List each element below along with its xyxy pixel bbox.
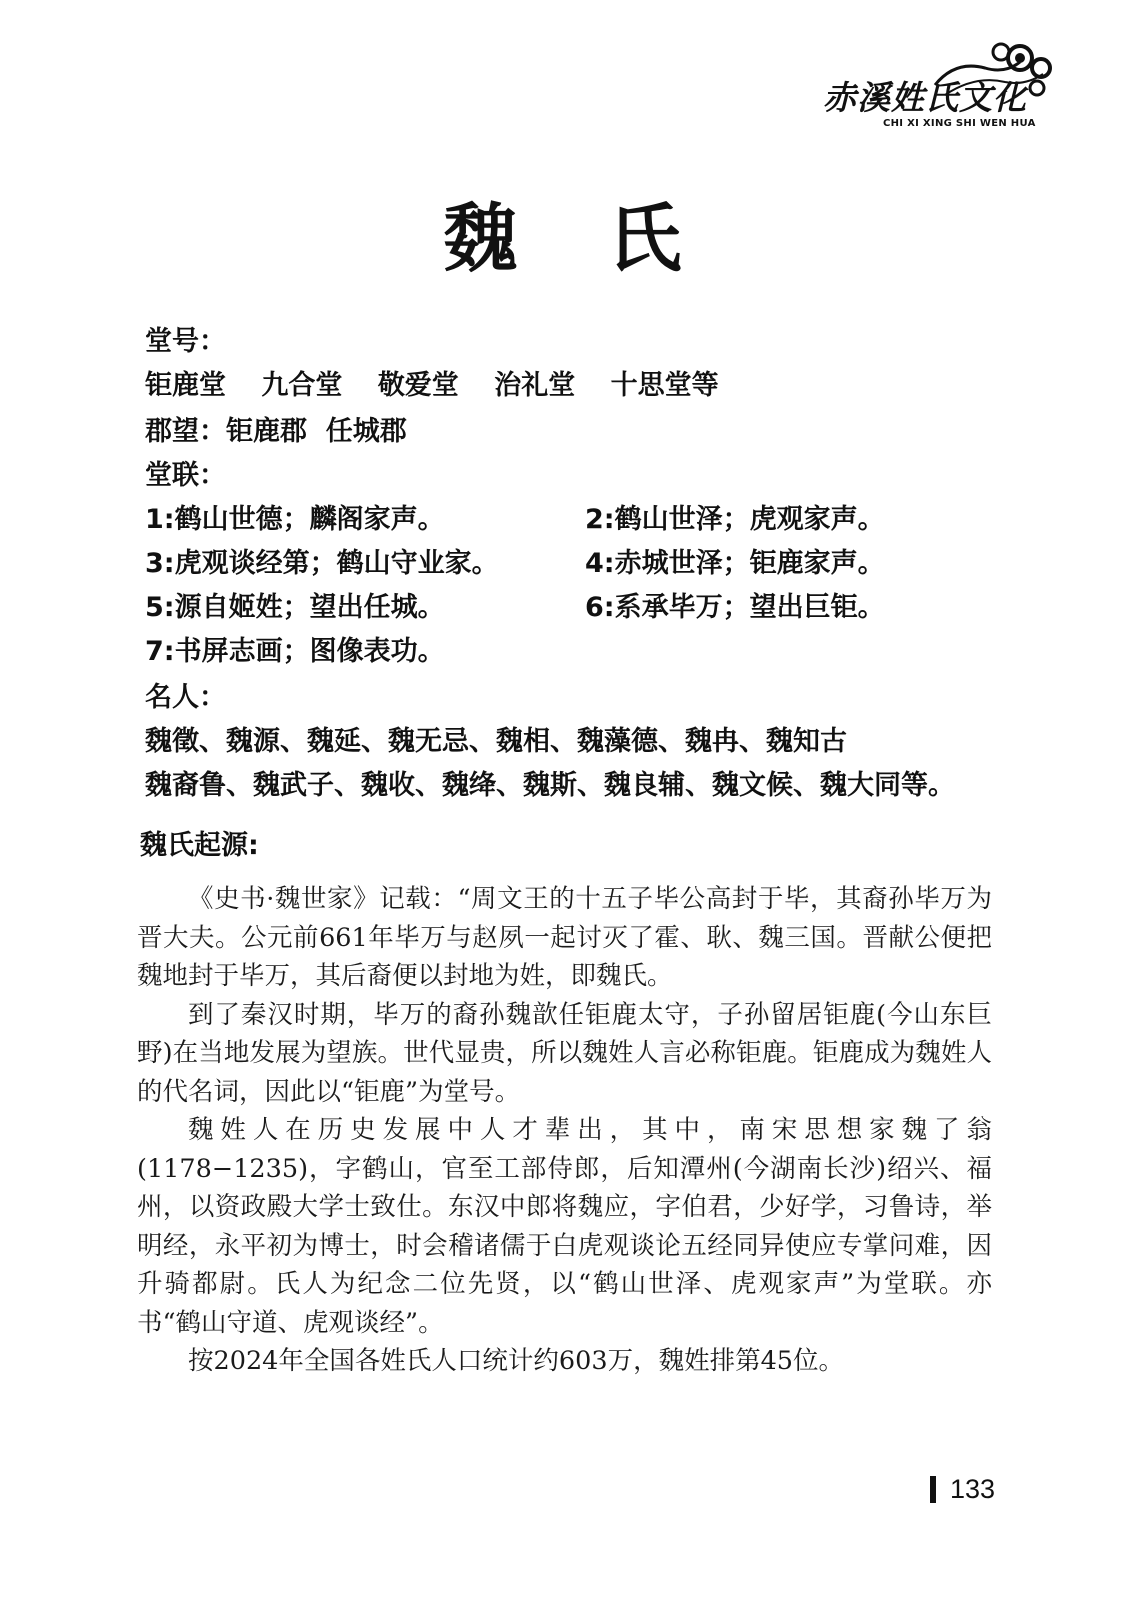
- logo-subtitle: CHI XI XING SHI WEN HUA: [883, 118, 1036, 129]
- couplet-item: 4:赤城世泽；钜鹿家声。: [585, 548, 885, 579]
- tanghao-label: 堂号：: [145, 326, 226, 357]
- tanghao-item: 十思堂等: [610, 370, 719, 401]
- mingren-line: 魏徵、魏源、魏延、魏无忌、魏相、魏藻德、魏冉、魏知古: [145, 726, 847, 757]
- logo-title: 赤溪姓氏文化: [823, 78, 1027, 117]
- page-title: [0, 180, 1125, 286]
- title-char-2: 氏: [607, 196, 682, 282]
- tanghao-item: 治礼堂: [494, 370, 576, 401]
- tanghao-list: [145, 372, 745, 399]
- couplet-item: 1:鹤山世德；麟阁家声。: [145, 504, 445, 535]
- header-logo: [815, 40, 1055, 140]
- couplet-item: 6:系承毕万；望出巨钜。: [585, 592, 885, 623]
- couplet-item: 2:鹤山世泽；虎观家声。: [585, 504, 885, 535]
- junwang: 郡望：钜鹿郡 任城郡: [145, 416, 407, 447]
- origin-paragraph: 《史书·魏世家》记载：“周文王的十五子毕公高封于毕，其裔孙毕万为晋大夫。公元前661年毕万与赵夙一起讨灭了霍、耿、魏三国。晋献公便把魏地封于毕万，其后裔便以封地为姓，即魏氏。: [137, 884, 992, 991]
- page-number: [930, 1474, 995, 1505]
- tanghao-item: 钜鹿堂: [145, 370, 226, 401]
- tanglian-label: 堂联：: [145, 460, 226, 491]
- tanghao-item: 敬爱堂: [377, 370, 459, 401]
- origin-label: 魏氏起源:: [140, 830, 259, 861]
- origin-body: [137, 880, 992, 1381]
- page-number-text: 133: [950, 1474, 996, 1504]
- couplet-item: 3:虎观谈经第；鹤山守业家。: [145, 548, 499, 579]
- couplet-item: 7:书屏志画；图像表功。: [145, 636, 445, 667]
- origin-paragraph: 魏姓人在历史发展中人才辈出，其中，南宋思想家魏了翁(1178−1235)，字鹤山，官至工部侍郎，后知潭州(今湖南长沙)绍兴、福州，以资政殿大学士致仕。东汉中郎将魏应，字伯君，少好学，习鲁诗，举明经，永平初为博士，时会稽诸儒于白虎观谈论五经同异使应专掌问难，因升骑都尉。氏人为纪念二位先贤，以“鹤山世泽、虎观家声”为堂联。亦书“鹤山守道、虎观谈经”。: [137, 1115, 992, 1338]
- origin-paragraph: 按2024年全国各姓氏人口统计约603万，魏姓排第45位。: [188, 1346, 845, 1376]
- page-number-bar: [930, 1476, 936, 1503]
- origin-paragraph: 到了秦汉时期，毕万的裔孙魏歆任钜鹿太守，子孙留居钜鹿(今山东巨野)在当地发展为望族。世代显贵，所以魏姓人言必称钜鹿。钜鹿成为魏姓人的代名词，因此以“钜鹿”为堂号。: [137, 999, 992, 1107]
- title-char-1: 魏: [443, 196, 518, 282]
- mingren-label: 名人：: [145, 682, 226, 713]
- mingren-line: 魏裔鲁、魏武子、魏收、魏绛、魏斯、魏良辅、魏文候、魏大同等。: [145, 770, 955, 801]
- tanghao-item: 九合堂: [261, 370, 343, 401]
- couplet-item: 5:源自姬姓；望出任城。: [145, 592, 445, 623]
